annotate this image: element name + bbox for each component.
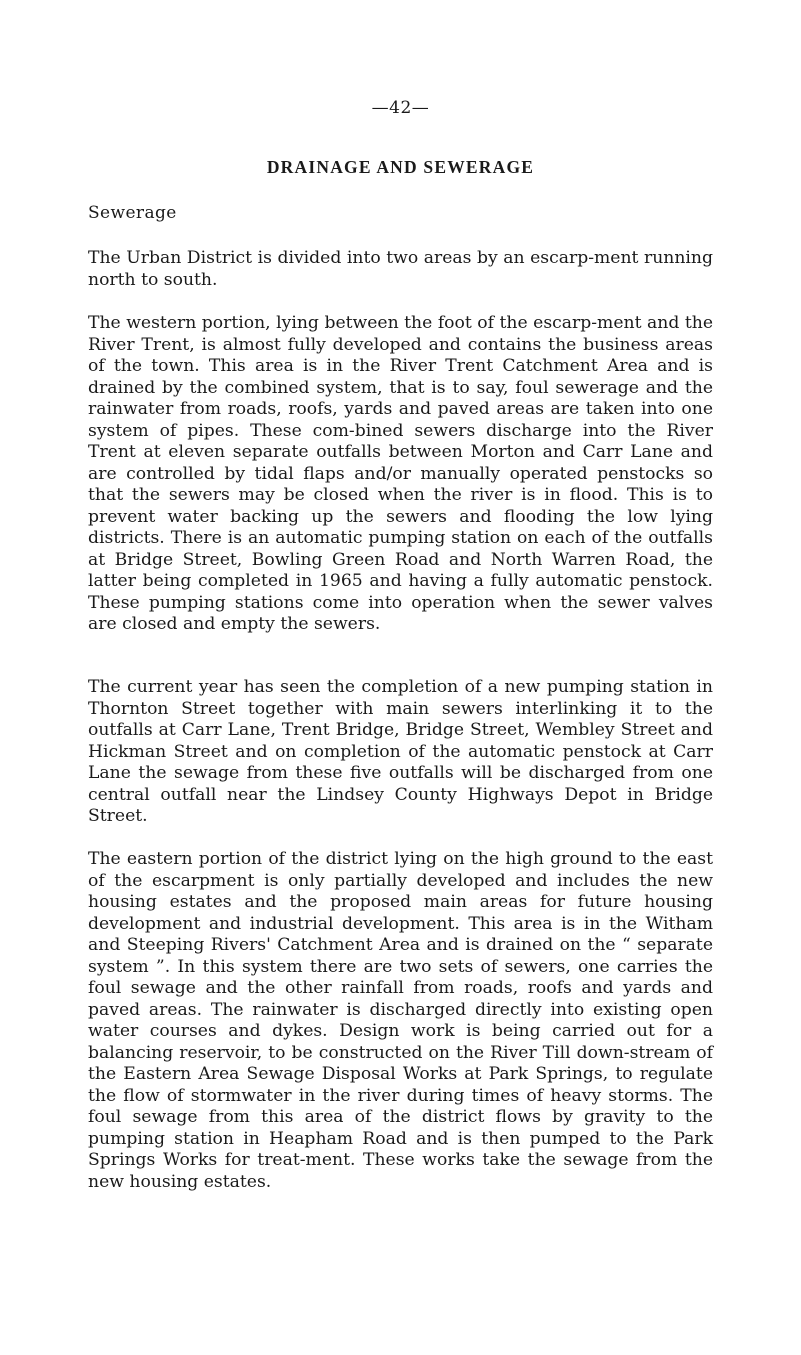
paragraph: The western portion, lying between the foot of the escarp-ment and the River Trent, is almost fully developed and contains the business areas of the town. This area is in the River Trent Catchment Area and is drained by the combined system, that is to say, foul sewerage and the rainwater from roads, roofs, yards and paved areas are taken into one system of pipes. These com-bined sewers discharge into the River Trent at eleven separate outfalls between Morton and Carr Lane and are controlled by tidal flaps and/or manually operated penstocks so that the sewers may be closed when the river is in flood. This is to prevent water backing up the sewers and flooding the low lying districts. There is an automatic pumping station on each of the outfalls at Bridge Street, Bowling Green Road and North Warren Road, the latter being completed in 1965 and having a fully automatic penstock. These pumping stations come into operation when the sewer valves are closed and empty the sewers.	[88, 313, 713, 634]
paragraph: The Urban District is divided into two areas by an escarp-ment running north to south.	[88, 248, 713, 290]
paragraph: The eastern portion of the district lying on the high ground to the east of the escarpment is only partially developed and includes the new housing estates and the proposed main areas for future housing development and industrial development. This area is in the Witham and Steeping Rivers' Catchment Area and is drained on the “ separate system ”. In this system there are two sets of sewers, one carries the foul sewage and the other rainfall from roads, roofs and yards and paved areas. The rainwater is discharged directly into existing open water courses and dykes. Design work is being carried out for a balancing reservoir, to be constructed on the River Till down-stream of the Eastern Area Sewage Disposal Works at Park Springs, to regulate the flow of stormwater in the river during times of heavy storms. The foul sewage from this area of the district flows by gravity to the pumping station in Heapham Road and is then pumped to the Park Springs Works for treat-ment. These works take the sewage from the new housing estates.	[88, 849, 713, 1192]
page-number: —42—	[371, 98, 430, 118]
section-heading: Sewerage	[88, 203, 177, 223]
paragraph: The current year has seen the completion of a new pumping station in Thornton Street together with main sewers interlinking it to the outfalls at Carr Lane, Trent Bridge, Bridge Street, Wembley Street and Hickman Street and on completion of the automatic penstock at Carr Lane the sewage from these five outfalls will be discharged from one central outfall near the Lindsey County Highways Depot in Bridge Street.	[88, 677, 713, 826]
document-heading: DRAINAGE AND SEWERAGE	[266, 157, 535, 177]
